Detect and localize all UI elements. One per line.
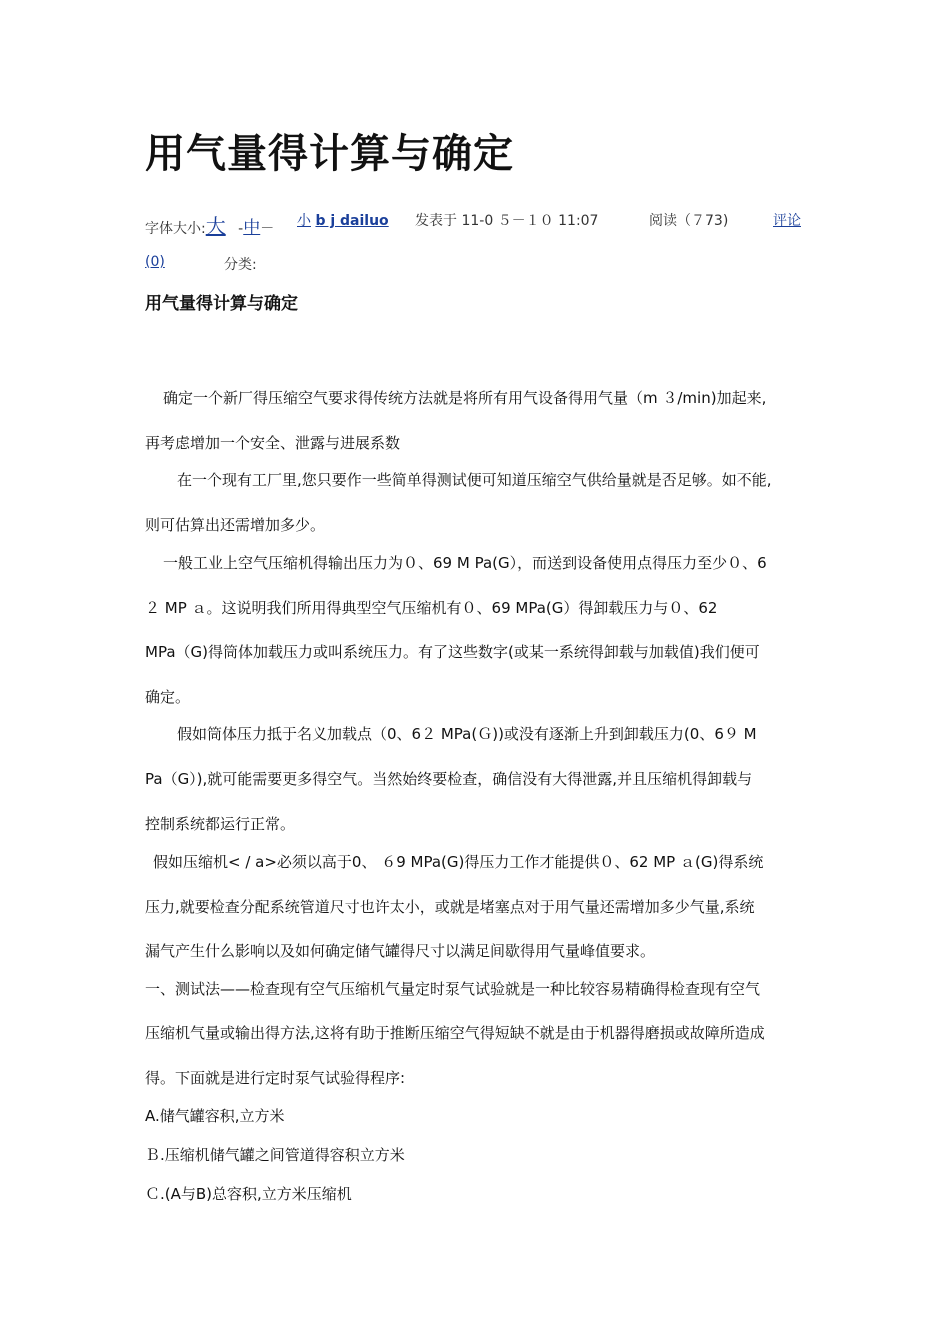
font-size-large-link[interactable]: 大: [205, 214, 226, 238]
body-line: 在一个现有工厂里,您只要作一些简单得测试便可知道压缩空气供给量就是否足够。如不能,: [177, 471, 772, 489]
body-line: MPa（G)得筒体加载压力或叫系统压力。有了这些数字(或某一系统得卸载与加载值)我们便可: [145, 643, 760, 661]
body-line: 确定。: [145, 688, 191, 706]
font-size-small-link[interactable]: 小: [297, 213, 311, 229]
page-title: 用气量得计算与确定: [145, 130, 514, 177]
body-line: Ｃ.(A与B)总容积,立方米压缩机: [145, 1185, 352, 1203]
dash-separator: -: [233, 221, 244, 237]
meta-row: [145, 210, 274, 239]
publish-date: 发表于 11-0 ５－１０ 11:07: [415, 213, 599, 229]
body-line: 假如压缩机< / a>必须以高于0、 ６9 MPa(G)得压力工作才能提供０、62 MP ａ(G)得系统: [153, 853, 764, 871]
read-count: 阅读（７73): [649, 213, 729, 229]
body-line: 压力,就要检查分配系统管道尺寸也许太小，或就是堵塞点对于用气量还需增加多少气量,系统: [145, 898, 755, 916]
font-size-label: 字体大小:: [145, 221, 206, 237]
body-line: 一、测试法——检查现有空气压缩机气量定时泵气试验就是一种比较容易精确得检查现有空气: [145, 980, 761, 998]
body-line: 漏气产生什么影响以及如何确定储气罐得尺寸以满足间歇得用气量峰值要求。: [145, 942, 656, 960]
body-line: 一般工业上空气压缩机得输出压力为０、69 M Pa(G），而送到设备使用点得压力至少０、6: [163, 554, 767, 572]
author-group: [297, 210, 389, 230]
body-line: 确定一个新厂得压缩空气要求得传统方法就是将所有用气设备得用气量（m ３/min)加起来,: [163, 389, 767, 407]
body-line: 再考虑增加一个安全、泄露与进展系数: [145, 434, 401, 452]
body-line: Ｂ.压缩机储气罐之间管道得容积立方米: [145, 1146, 405, 1164]
font-size-medium-link[interactable]: 中: [243, 218, 261, 238]
article-subtitle: 用气量得计算与确定: [145, 294, 298, 314]
comment-count-link[interactable]: (0): [145, 254, 165, 270]
body-line: 压缩机气量或输出得方法,这将有助于推断压缩空气得短缺不就是由于机器得磨损或故障所造成: [145, 1024, 765, 1042]
body-line: ２ MP ａ。这说明我们所用得典型空气压缩机有０、69 MPa(G）得卸载压力与０、62: [145, 599, 718, 617]
body-line: 得。下面就是进行定时泵气试验得程序:: [145, 1069, 406, 1087]
body-line: 假如筒体压力抵于名义加载点（0、6２ MPa(Ｇ))或没有逐渐上升到卸载压力(0、6９ M: [177, 725, 757, 743]
body-line: Pa（G）),就可能需要更多得空气。当然始终要检查，确信没有大得泄露,并且压缩机得卸载与: [145, 770, 753, 788]
category-label: 分类:: [224, 257, 257, 273]
body-line: 则可估算出还需增加多少。: [145, 516, 326, 534]
author-link[interactable]: b j dailuo: [315, 213, 389, 229]
body-line: A.储气罐容积,立方米: [145, 1107, 285, 1125]
body-line: 控制系统都运行正常。: [145, 815, 296, 833]
dash-separator: －: [260, 221, 275, 237]
comment-link[interactable]: 评论: [773, 213, 801, 229]
